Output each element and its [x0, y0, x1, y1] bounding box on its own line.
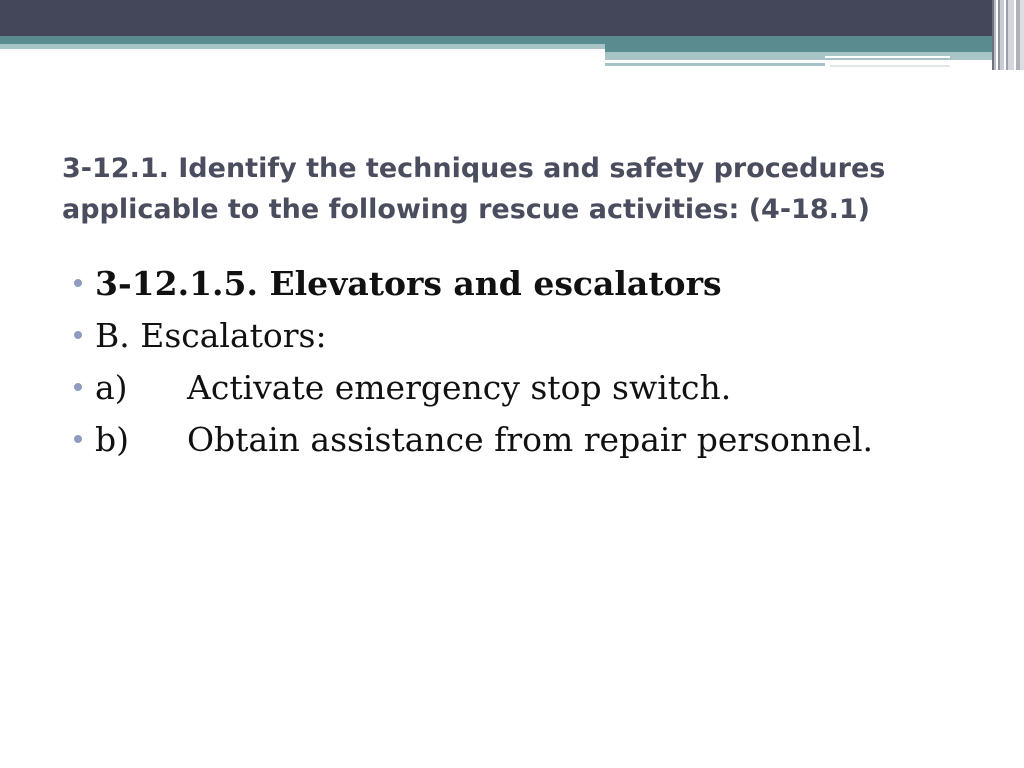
bullet-text: B. Escalators:: [95, 316, 327, 355]
header-stripes-decoration: [992, 0, 1024, 70]
header-band-teal-right: [605, 44, 1024, 52]
bullet-marker: a): [95, 368, 128, 407]
bullet-list: [74, 258, 994, 466]
header-band-dark: [0, 0, 1024, 36]
slide-title-line-1: 3-12.1. Identify the techniques and safety procedures: [62, 153, 886, 184]
bullet-item-step-a: [74, 362, 994, 414]
header-band-teal: [0, 36, 1024, 44]
bullet-item-escalators: [74, 310, 994, 362]
bullet-dot-icon: [74, 331, 82, 339]
bullet-item-section: [74, 258, 994, 310]
bullet-dot-icon: [74, 279, 82, 287]
header-thin-line: [825, 56, 950, 58]
bullet-dot-icon: [74, 383, 82, 391]
header-band-light-right: [605, 52, 1024, 60]
bullet-text: Obtain assistance from repair personnel.: [187, 420, 874, 459]
slide-title-line-2: applicable to the following rescue activities: (4-18.1): [62, 194, 871, 225]
header-thin-line: [830, 65, 950, 67]
bullet-text: Activate emergency stop switch.: [187, 368, 732, 407]
slide-title: [62, 148, 962, 230]
bullet-dot-icon: [74, 435, 82, 443]
bullet-text: 3-12.1.5. Elevators and escalators: [95, 264, 722, 303]
bullet-marker: b): [95, 420, 129, 459]
header-band-light: [0, 44, 605, 49]
bullet-item-step-b: [74, 414, 994, 466]
header-thin-line: [605, 63, 825, 66]
